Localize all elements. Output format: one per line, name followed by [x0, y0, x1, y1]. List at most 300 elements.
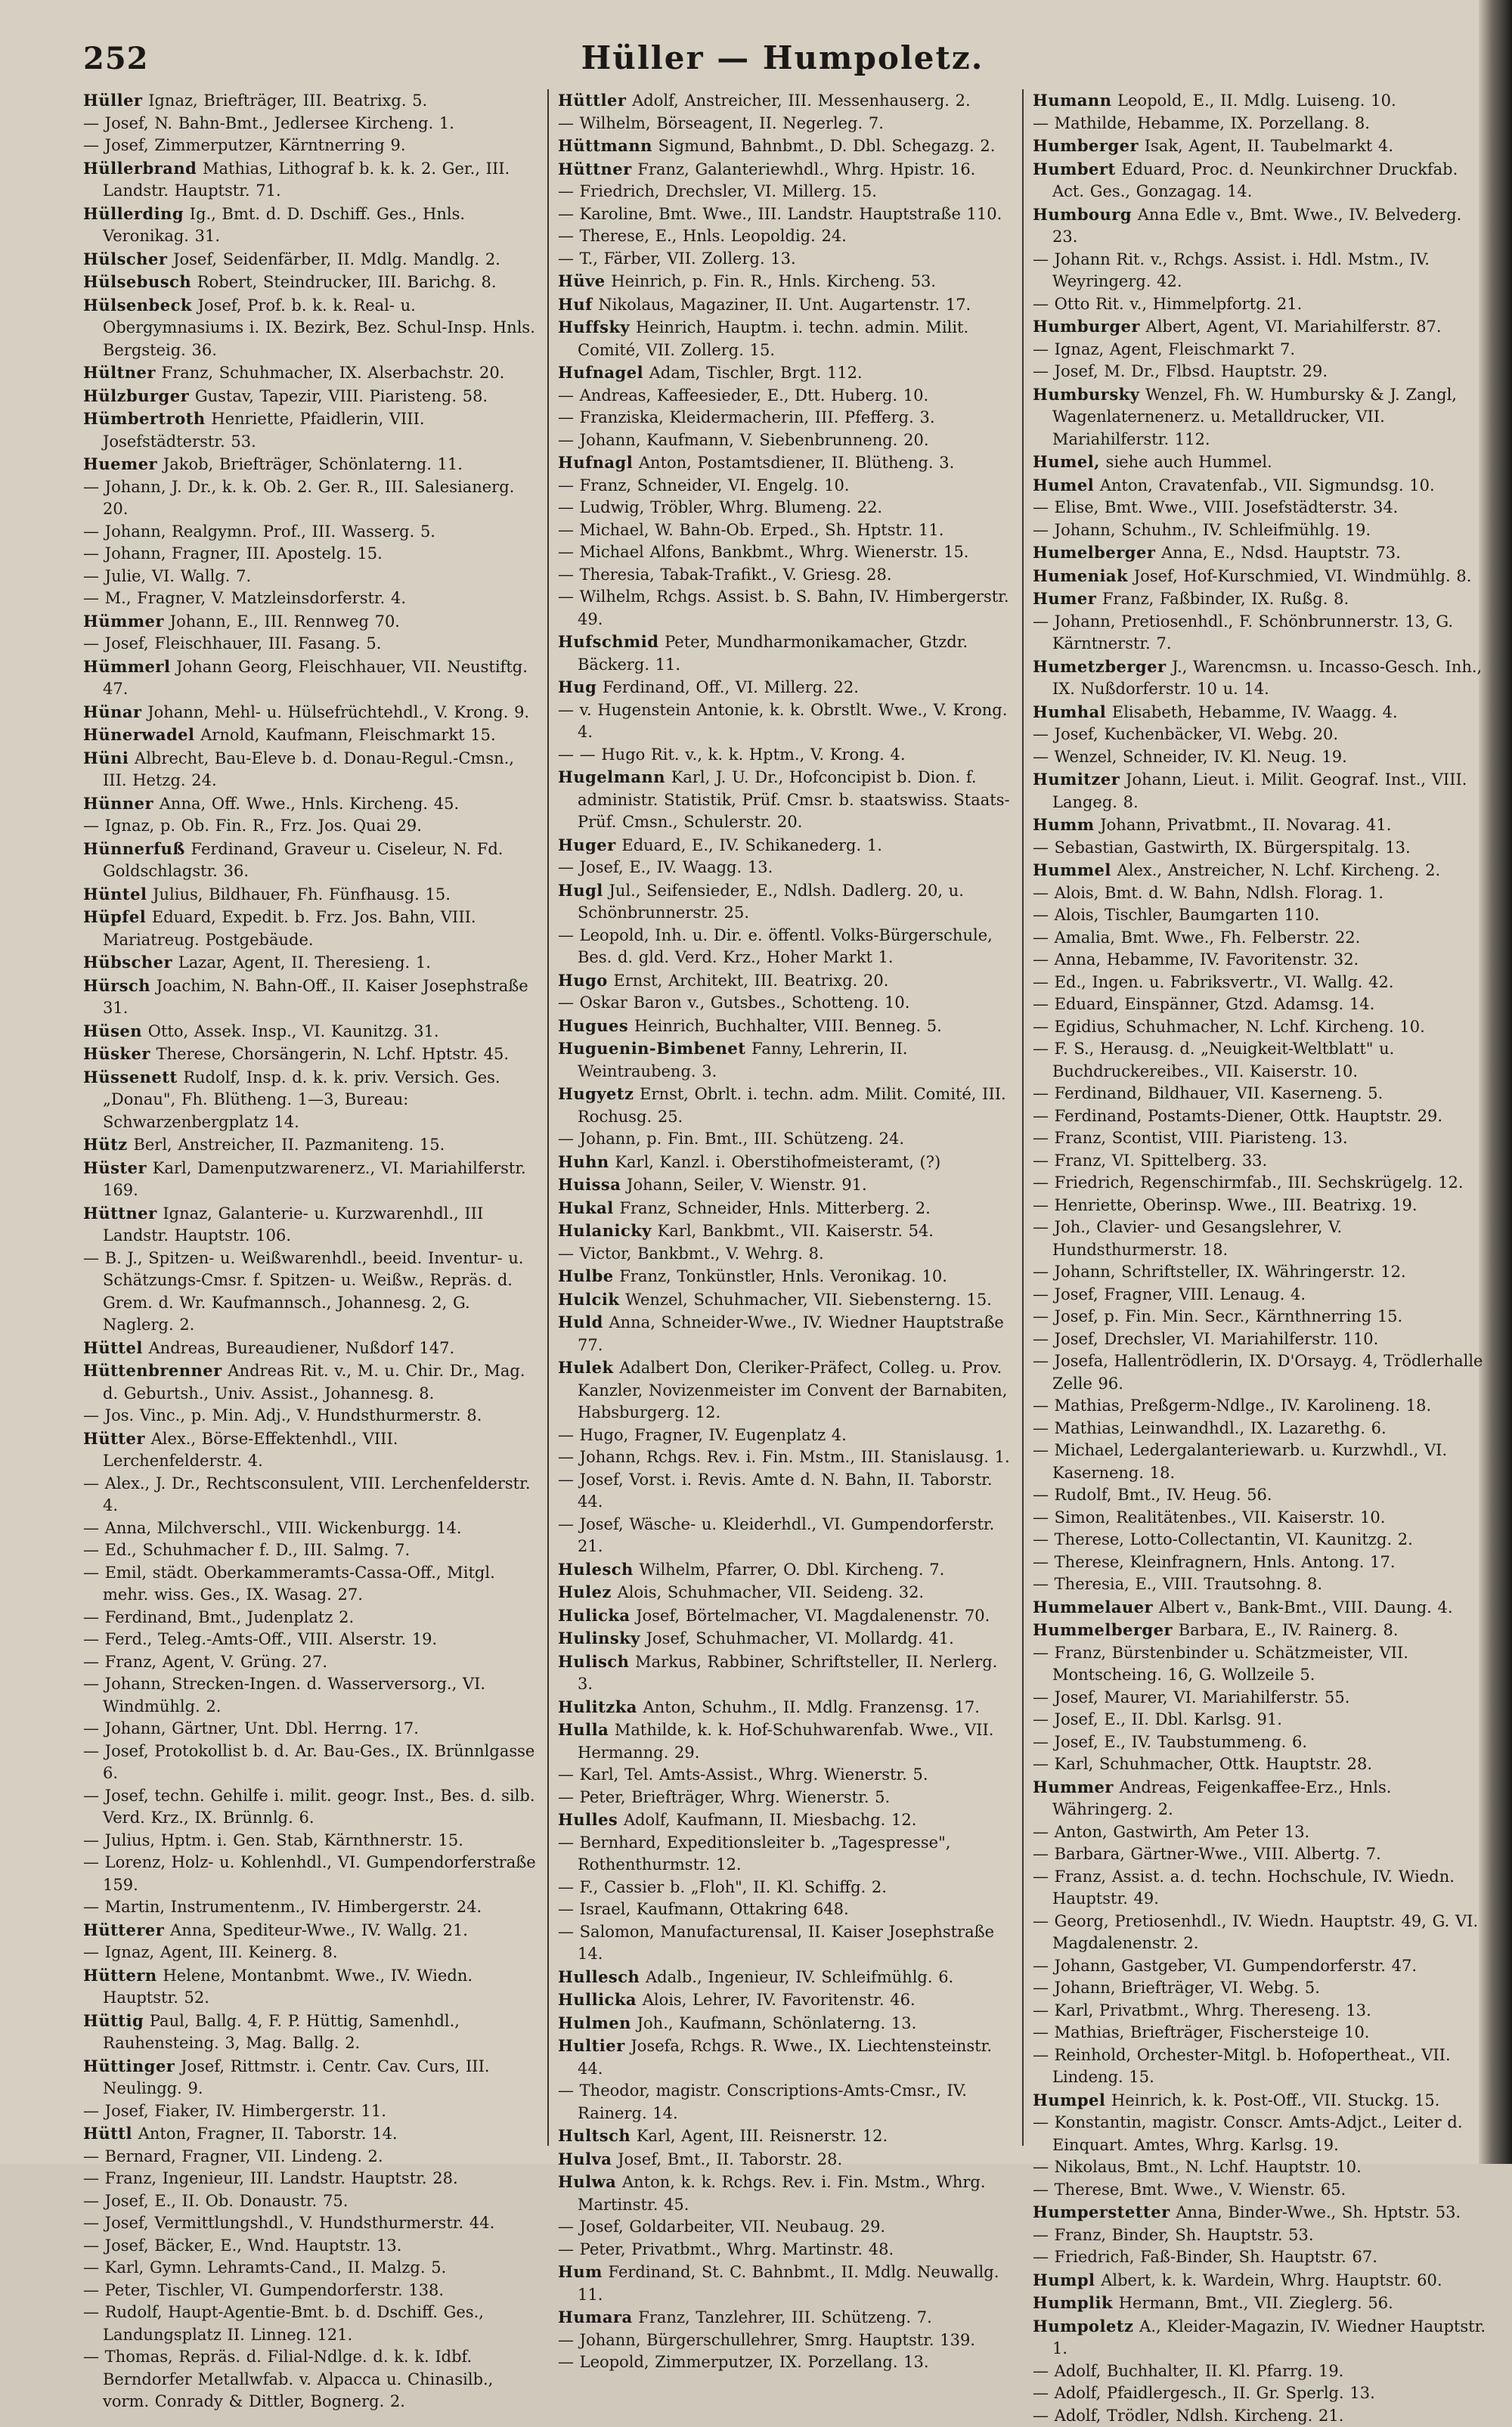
directory-entry — [83, 1607, 537, 1629]
entry-details: Andreas Rit. v., M. u. Chir. Dr., Mag. d. Geburtsh., Univ. Assist., Johannesg. 8. — [103, 1362, 525, 1403]
entry-surname: Hummel — [1033, 860, 1111, 879]
entry-surname: Hugl — [558, 881, 603, 900]
directory-entry — [558, 1469, 1012, 1514]
entry-details: — Johann, Strecken-Ingen. d. Wasserversorg., VI. Windmühlg. 2. — [83, 1675, 485, 1716]
entry-details: — — Hugo Rit. v., k. k. Hptm., V. Krong. 4. — [558, 745, 906, 764]
directory-entry — [558, 225, 1012, 248]
directory-entry — [558, 451, 1012, 475]
directory-entry — [1033, 1172, 1486, 1195]
directory-entry — [1033, 451, 1486, 474]
entry-surname: Hütter — [83, 1429, 145, 1448]
entry-details: Jul., Seifensieder, E., Ndlsh. Dadlerg. 20, u. Schönbrunnerstr. 25. — [578, 882, 964, 922]
entry-surname: Hüllerding — [83, 204, 184, 223]
directory-entry — [558, 2306, 1012, 2329]
directory-entry — [1033, 113, 1486, 135]
entry-surname: Humer — [1033, 589, 1096, 608]
directory-entry — [558, 1424, 1012, 1447]
entry-surname: Hüllerbrand — [83, 159, 197, 178]
entry-details: — Franz, Ingenieur, III. Landstr. Hauptstr. 28. — [83, 2169, 458, 2187]
entry-surname: Humpoletz — [1033, 2317, 1133, 2336]
entry-surname: Humbourg — [1033, 205, 1132, 224]
directory-entry — [83, 1359, 537, 1405]
entry-details: — Josefa, Hallentrödlerin, IX. D'Orsayg. 4, Trödlerhalle Zelle 96. — [1033, 1352, 1483, 1393]
entry-details: siehe auch Hummel. — [1106, 453, 1272, 471]
directory-entry — [558, 1197, 1012, 1220]
entry-surname: Hugelmann — [558, 767, 665, 786]
directory-entry — [1033, 993, 1486, 1016]
entry-surname: Hülzburger — [83, 386, 189, 405]
directory-entry — [83, 1473, 537, 1517]
directory-entry — [83, 1157, 537, 1202]
directory-entry — [83, 883, 537, 907]
entry-details: — Anna, Milchverschl., VIII. Wickenburgg. 14. — [83, 1519, 462, 1537]
directory-entry — [83, 543, 537, 566]
directory-entry — [558, 407, 1012, 429]
directory-entry — [83, 587, 537, 610]
directory-entry — [558, 1356, 1012, 1424]
directory-entry — [1033, 746, 1486, 769]
directory-entry — [1033, 1284, 1486, 1306]
entry-surname: Humhal — [1033, 702, 1106, 721]
directory-entry — [1033, 158, 1486, 203]
directory-entry — [558, 1128, 1012, 1151]
directory-entry — [83, 294, 537, 362]
entry-details: — Josef, Wäsche- u. Kleiderhdl., VI. Gumpendorferstr. 21. — [558, 1515, 994, 1556]
directory-entry — [83, 724, 537, 747]
entry-details: Robert, Steindrucker, III. Barichg. 8. — [197, 273, 497, 291]
directory-entry — [558, 631, 1012, 676]
entry-details: — Joh., Clavier- und Gesangslehrer, V. Hundsthurmerstr. 18. — [1033, 1218, 1342, 1259]
entry-surname: Humberger — [1033, 136, 1139, 155]
entry-details: Josef, Hof-Kurschmied, VI. Windmühlg. 8. — [1134, 567, 1472, 585]
entry-details: — Mathias, Leinwandhdl., IX. Lazarethg. 6. — [1033, 1419, 1387, 1437]
entry-details: — Andreas, Kaffeesieder, E., Dtt. Huberg. 10. — [558, 386, 928, 404]
entry-details: Johann, Lieut. i. Milit. Geograf. Inst., VIII. Langeg. 8. — [1052, 770, 1467, 811]
entry-surname: Huemer — [83, 454, 157, 473]
entry-details: — Mathias, Briefträger, Fischersteige 10. — [1033, 2023, 1369, 2041]
entry-surname: Hüve — [558, 271, 606, 290]
directory-entry — [1033, 949, 1486, 972]
directory-entry — [1033, 1150, 1486, 1173]
entry-details: — Anna, Hebamme, IV. Favoritenstr. 32. — [1033, 950, 1359, 969]
directory-entry — [83, 476, 537, 521]
directory-entry — [558, 1558, 1012, 1582]
entry-details: Anton, Fragner, II. Taborstr. 14. — [138, 2125, 398, 2143]
entry-details: Karl, Damenputzwarenerz., VI. Mariahilferstr. 169. — [103, 1159, 526, 1200]
entry-surname: Hüttern — [83, 1966, 157, 1985]
entry-details: — Theresia, E., VIII. Trautsohng. 8. — [1033, 1575, 1322, 1593]
entry-details: Albert, Agent, VI. Mariahilferstr. 87. — [1146, 318, 1442, 336]
entry-details: Karl, Agent, III. Reisnerstr. 12. — [637, 2127, 888, 2145]
directory-entry — [1033, 89, 1486, 113]
directory-entry — [1033, 2360, 1486, 2383]
directory-entry — [83, 203, 537, 248]
entry-details: — Franz, Binder, Sh. Hauptstr. 53. — [1033, 2226, 1314, 2244]
directory-entry — [83, 1964, 537, 2010]
entry-details: Henriette, Pfaidlerin, VIII. Josefstädterstr. 53. — [103, 410, 425, 451]
entry-details: Anna, E., Ndsd. Hauptstr. 73. — [1161, 544, 1401, 562]
running-title: Hüller — Humpoletz. — [76, 39, 1489, 76]
directory-entry — [558, 2125, 1012, 2148]
directory-entry — [1033, 2201, 1486, 2224]
directory-entry — [558, 2035, 1012, 2080]
entry-surname: Hütterer — [83, 1920, 164, 1939]
directory-entry — [1033, 1977, 1486, 2000]
directory-entry — [558, 135, 1012, 158]
entry-details: — Wilhelm, Börseagent, II. Negerleg. 7. — [558, 114, 884, 132]
directory-entry — [1033, 1395, 1486, 1418]
entry-surname: Hultsch — [558, 2126, 631, 2145]
entry-details: Ignaz, Galanterie- u. Kurzwarenhdl., III Landstr. Hauptstr. 106. — [103, 1204, 483, 1245]
entry-details: Barbara, E., IV. Rainerg. 8. — [1179, 1621, 1399, 1639]
directory-entry — [83, 1896, 537, 1919]
entry-details: — Franz, Assist. a. d. techn. Hochschule, IV. Wiedn. Hauptstr. 49. — [1033, 1868, 1455, 1908]
directory-entry — [1033, 383, 1486, 451]
entry-details: — Lorenz, Holz- u. Kohlenhdl., VI. Gumpendorferstraße 159. — [83, 1853, 536, 1894]
entry-details: — Reinhold, Orchester-Mitgl. b. Hofopertheat., VII. Lindeng. 15. — [1033, 2046, 1451, 2087]
entry-details: Johann, Privatbmt., II. Novarag. 41. — [1100, 816, 1391, 834]
entry-details: — Alex., J. Dr., Rechtsconsulent, VIII. Lerchenfelderstr. 4. — [83, 1474, 531, 1515]
column-divider — [1022, 89, 1024, 2146]
directory-entry — [83, 1740, 537, 1785]
entry-details: — Johann, Pretiosenhdl., F. Schönbrunnerstr. 13, G. Kärntnerstr. 7. — [1033, 612, 1453, 653]
directory-entry — [558, 1651, 1012, 1696]
directory-entry — [1033, 611, 1486, 656]
entry-details: Johann Georg, Fleischhauer, VII. Neustiftg. 47. — [103, 658, 528, 699]
directory-entry — [558, 89, 1012, 113]
entry-details: — Josef, Vorst. i. Revis. Amte d. N. Bahn, II. Taborstr. 44. — [558, 1471, 993, 1511]
entry-surname: Huf — [558, 295, 593, 314]
directory-entry — [83, 1673, 537, 1718]
entry-details: — Ignaz, p. Ob. Fin. R., Frz. Jos. Quai 29. — [83, 817, 422, 835]
entry-surname: Hümmer — [83, 612, 164, 631]
entry-details: — Franz, Schneider, VI. Engelg. 10. — [558, 476, 849, 494]
directory-entry — [83, 2280, 537, 2302]
entry-surname: Hummer — [1033, 1778, 1114, 1796]
entry-details: Heinrich, Hauptm. i. techn. admin. Milit. Comité, VII. Zollerg. 15. — [578, 318, 968, 359]
directory-entry — [558, 1151, 1012, 1174]
directory-entry — [1033, 656, 1486, 701]
entry-details: — Theodor, magistr. Conscriptions-Amts-Cmsr., IV. Rainerg. 14. — [558, 2081, 967, 2122]
directory-entry — [83, 2346, 537, 2413]
directory-entry — [1033, 1642, 1486, 1687]
entry-details: — Julius, Hptm. i. Gen. Stab, Kärnthnerstr. 15. — [83, 1831, 463, 1849]
entry-details: — M., Fragner, V. Matzleinsdorferstr. 4. — [83, 589, 406, 607]
entry-details: — Wilhelm, Rchgs. Assist. b. S. Bahn, IV. Himbergerstr. 49. — [558, 587, 1009, 628]
entry-surname: Hulek — [558, 1358, 614, 1377]
entry-details: Anna, Spediteur-Wwe., IV. Wallg. 21. — [170, 1921, 468, 1939]
entry-details: — Bernhard, Expeditionsleiter b. „Tagespresse", Rothenthurmstr. 12. — [558, 1833, 950, 1874]
entry-details: Karl, Bankbmt., VII. Kaiserstr. 54. — [658, 1222, 934, 1240]
entry-details: — Ferdinand, Bmt., Judenplatz 2. — [83, 1608, 354, 1626]
entry-details: Wenzel, Schuhmacher, VII. Siebensterng. 15. — [625, 1291, 992, 1309]
directory-entry — [83, 521, 537, 544]
entry-details: — Alois, Tischler, Baumgarten 110. — [1033, 906, 1319, 924]
directory-entry — [83, 1830, 537, 1852]
entry-details: Wilhelm, Pfarrer, O. Dbl. Kircheng. 7. — [640, 1561, 945, 1579]
directory-entry — [558, 1083, 1012, 1128]
directory-entry — [83, 610, 537, 634]
directory-entry — [1033, 972, 1486, 994]
entry-details: — Therese, Kleinfragnern, Hnls. Antong. 17. — [1033, 1553, 1396, 1571]
entry-details: — Karoline, Bmt. Wwe., III. Landstr. Hauptstraße 110. — [558, 205, 1002, 223]
directory-entry — [1033, 203, 1486, 249]
entry-surname: Hünerwadel — [83, 725, 195, 744]
directory-entry — [1033, 1821, 1486, 1844]
entry-details: — Julie, VI. Wallg. 7. — [83, 567, 251, 585]
directory-entry — [1033, 361, 1486, 383]
directory-entry — [558, 475, 1012, 497]
directory-entry — [1033, 1038, 1486, 1083]
entry-details: — Johann, Kaufmann, V. Siebenbrunneng. 20. — [558, 431, 929, 449]
entry-details: — Johann, Fragner, III. Apostelg. 15. — [83, 544, 383, 563]
entry-details: Josefa, Rchgs. R. Wwe., IX. Liechtensteinstr. 44. — [578, 2037, 992, 2078]
directory-entry — [83, 2146, 537, 2168]
entry-details: — Adolf, Buchhalter, II. Kl. Pfarrg. 19. — [1033, 2362, 1343, 2380]
column-3 — [1033, 89, 1486, 2146]
directory-entry — [558, 2351, 1012, 2374]
directory-entry — [1033, 2179, 1486, 2202]
entry-details: — Karl, Privatbmt., Whrg. Thereseng. 13. — [1033, 2001, 1371, 2019]
directory-entry — [83, 975, 537, 1020]
entry-surname: Hüttler — [558, 91, 626, 110]
entry-details: — Israel, Kaufmann, Ottakring 648. — [558, 1900, 849, 1918]
column-divider — [547, 89, 549, 2146]
entry-surname: Hünnerfuß — [83, 839, 185, 858]
page-header — [76, 35, 1489, 88]
directory-entry — [558, 2148, 1012, 2171]
directory-entry — [1033, 339, 1486, 361]
directory-entry — [1033, 1195, 1486, 1217]
entry-details: Karl, Kanzl. i. Oberstihofmeisteramt, (?) — [615, 1153, 940, 1171]
entry-surname: Hülsenbeck — [83, 296, 192, 315]
entry-details: — Josef, Fleischhauer, III. Fasang. 5. — [83, 634, 381, 652]
directory-entry — [558, 2012, 1012, 2035]
directory-entry — [83, 656, 537, 701]
directory-entry — [1033, 1217, 1486, 1261]
entry-surname: Huguenin-Bimbenet — [558, 1039, 745, 1058]
entry-details: — Franz, VI. Spittelberg. 33. — [1033, 1152, 1267, 1170]
page-number: 252 — [83, 41, 149, 76]
entry-details: Eduard, Expedit. b. Frz. Jos. Bahn, VIII. Mariatreug. Postgebäude. — [103, 908, 476, 949]
entry-details: — Friedrich, Regenschirmfab., III. Sechskrügelg. 12. — [1033, 1173, 1464, 1192]
entry-surname: Hug — [558, 677, 596, 696]
entry-details: Alois, Lehrer, IV. Favoritenstr. 46. — [643, 1991, 916, 2009]
entry-details: Josef, Börtelmacher, VI. Magdalenenstr. 70. — [636, 1607, 990, 1625]
entry-surname: Hürsch — [83, 976, 150, 995]
entry-details: Isak, Agent, II. Taubelmarkt 4. — [1145, 137, 1393, 155]
directory-entry — [558, 541, 1012, 564]
directory-entry — [558, 744, 1012, 767]
entry-details: — Josef, Kuchenbäcker, VI. Webg. 20. — [1033, 725, 1338, 743]
directory-entry — [1033, 135, 1486, 158]
directory-entry — [83, 701, 537, 724]
entry-details: Josef, Seidenfärber, II. Mdlg. Mandlg. 2. — [173, 250, 500, 268]
entry-surname: Hülscher — [83, 250, 167, 268]
entry-details: — Johann Rit. v., Rchgs. Assist. i. Hdl. Mstm., IV. Weyringerg. 42. — [1033, 250, 1430, 291]
directory-entry — [1033, 474, 1486, 497]
directory-entry — [1033, 1709, 1486, 1731]
entry-details: J., Warencmsn. u. Incasso-Gesch. Inh., IX. Nußdorferstr. 10 u. 14. — [1052, 658, 1482, 699]
directory-entry — [1033, 1866, 1486, 1911]
entry-surname: Hulez — [558, 1582, 612, 1601]
entry-details: — Johann, J. Dr., k. k. Ob. 2. Ger. R., III. Salesianerg. 20. — [83, 478, 514, 519]
entry-details: Franz, Schuhmacher, IX. Alserbachstr. 20. — [162, 364, 505, 382]
entry-surname: Humel — [1033, 476, 1094, 494]
entry-surname: Hümbertroth — [83, 409, 206, 428]
entry-surname: Huffsky — [558, 318, 630, 336]
entry-surname: Hültner — [83, 363, 156, 382]
directory-entry — [558, 270, 1012, 293]
entry-details: — Michael Alfons, Bankbmt., Whrg. Wienerstr. 15. — [558, 543, 968, 561]
directory-entry — [83, 2055, 537, 2100]
directory-entry — [83, 2010, 537, 2055]
entry-surname: Humann — [1033, 91, 1111, 110]
directory-entry — [558, 248, 1012, 271]
directory-entry — [558, 2261, 1012, 2306]
entry-details: Franz, Tanzlehrer, III. Schützeng. 7. — [638, 2308, 932, 2326]
directory-entry — [83, 1405, 537, 1427]
directory-entry — [1033, 2382, 1486, 2405]
directory-entry — [83, 566, 537, 588]
entry-details: — Josef, E., II. Dbl. Karlsg. 91. — [1033, 1710, 1282, 1728]
entry-details: Eduard, E., IV. Schikanederg. 1. — [621, 836, 881, 854]
entry-surname: Humitzer — [1033, 770, 1120, 789]
entry-details: — Josef, Protokollist b. d. Ar. Bau-Ges., IX. Brünnlgasse 6. — [83, 1742, 534, 1783]
directory-entry — [1033, 1507, 1486, 1530]
entry-surname: Hummelberger — [1033, 1620, 1173, 1639]
entry-surname: Hülsebusch — [83, 272, 191, 291]
entry-details: Heinrich, k. k. Post-Off., VII. Stuckg. 15. — [1111, 2091, 1439, 2109]
directory-entry — [558, 2239, 1012, 2261]
entry-surname: Hünner — [83, 794, 153, 813]
entry-surname: Hullicka — [558, 1990, 637, 2009]
directory-entry — [1033, 2405, 1486, 2427]
entry-details: Adam, Tischler, Brgt. 112. — [649, 364, 863, 382]
entry-details: — Leopold, Inh. u. Dir. e. öffentl. Volks-Bürgerschule, Bes. d. gld. Verd. Krz., Hoher Markt 1. — [558, 926, 993, 967]
directory-entry — [1033, 904, 1486, 927]
directory-entry — [558, 1243, 1012, 1266]
entry-details: Albrecht, Bau-Eleve b. d. Donau-Regul.-Cmsn., III. Hetzg. 24. — [103, 749, 514, 790]
entry-details: — Thomas, Repräs. d. Filial-Ndlge. d. k. k. Idbf. Berndorfer Metallwfab. v. Alpacca u. Chinasilb., vorm. Conrady & Dittler, Bognerg. 2. — [83, 2348, 493, 2410]
directory-entry — [1033, 2246, 1486, 2269]
directory-entry — [1033, 768, 1486, 814]
directory-entry — [83, 361, 537, 385]
entry-details: — Peter, Privatbmt., Whrg. Martinstr. 48. — [558, 2240, 894, 2258]
directory-entry — [83, 1020, 537, 1043]
directory-entry — [1033, 497, 1486, 519]
directory-entry — [83, 157, 537, 203]
entry-details: Karl, J. U. Dr., Hofconcipist b. Dion. f. administr. Statistik, Prüf. Cmsr. b. staatswiss. Staats-Prüf. Cmsn., Schulerstr. 20. — [578, 768, 1010, 831]
directory-entry — [83, 2301, 537, 2346]
entry-details: — Eduard, Einspänner, Gtzd. Adamsg. 14. — [1033, 995, 1374, 1013]
entry-details: Adolf, Anstreicher, III. Messenhauserg. 2. — [632, 91, 971, 110]
entry-details: — Martin, Instrumentenm., IV. Himbergerstr. 24. — [83, 1898, 482, 1916]
entry-details: — Josef, Zimmerputzer, Kärntnerring 9. — [83, 136, 406, 154]
directory-entry — [558, 2080, 1012, 2125]
directory-entry — [83, 2122, 537, 2146]
entry-details: — T., Färber, VII. Zollerg. 13. — [558, 250, 796, 268]
directory-entry — [1033, 1350, 1486, 1395]
entry-details: — Oskar Baron v., Gutsbes., Schotteng. 10. — [558, 993, 909, 1012]
directory-entry — [1033, 814, 1486, 837]
entry-details: — Johann, Schuhm., IV. Schleifmühlg. 19. — [1033, 521, 1371, 539]
directory-entry — [558, 699, 1012, 744]
entry-surname: Hüssenett — [83, 1068, 178, 1086]
directory-entry — [558, 1627, 1012, 1651]
entry-details: — Josef, Goldarbeiter, VII. Neubaug. 29. — [558, 2218, 885, 2236]
entry-details: Hermann, Bmt., VII. Zieglerg. 56. — [1119, 2294, 1393, 2312]
entry-surname: Huld — [558, 1313, 603, 1331]
entry-details: Anna, Binder-Wwe., Sh. Hptstr. 53. — [1176, 2203, 1461, 2221]
entry-details: — Rudolf, Bmt., IV. Heug. 56. — [1033, 1486, 1272, 1504]
entry-details: — Henriette, Oberinsp. Wwe., III. Beatrixg. 19. — [1033, 1196, 1418, 1214]
directory-entry — [558, 1311, 1012, 1356]
entry-details: Anton, Cravatenfab., VII. Sigmundsg. 10. — [1100, 476, 1435, 494]
entry-details: — Alois, Bmt. d. W. Bahn, Ndlsh. Florag. 1. — [1033, 884, 1383, 902]
directory-entry — [1033, 1261, 1486, 1284]
entry-details: — Theresia, Tabak-Trafikt., V. Griesg. 28. — [558, 566, 892, 584]
entry-details: Anton, k. k. Rchgs. Rev. i. Fin. Mstm., Whrg. Martinstr. 45. — [578, 2173, 986, 2214]
directory-entry — [1033, 1955, 1486, 1978]
directory-entry — [558, 181, 1012, 203]
directory-entry — [558, 1604, 1012, 1628]
entry-details: — Mathias, Preßgerm-Ndlge., IV. Karolineng. 18. — [1033, 1396, 1431, 1415]
directory-entry — [83, 1629, 537, 1651]
directory-entry — [558, 969, 1012, 993]
entry-details: — Georg, Pretiosenhdl., IV. Wiedn. Hauptstr. 49, G. VI. Magdalenenstr. 2. — [1033, 1912, 1478, 1953]
directory-entry — [558, 1787, 1012, 1809]
entry-details: Johann, Seiler, V. Wienstr. 91. — [627, 1176, 867, 1194]
entry-details: — Bernard, Fragner, VII. Lindeng. 2. — [83, 2147, 383, 2165]
entry-details: Adolf, Kaufmann, II. Miesbachg. 12. — [624, 1811, 917, 1829]
entry-details: — Johann, Briefträger, VI. Webg. 5. — [1033, 1979, 1320, 1997]
entry-surname: Humperstetter — [1033, 2202, 1170, 2221]
entry-details: Ferdinand, Graveur u. Ciseleur, N. Fd. Goldschlagstr. 36. — [103, 840, 503, 881]
directory-entry — [558, 1921, 1012, 1966]
directory-entry — [83, 89, 537, 113]
entry-details: Sigmund, Bahnbmt., D. Dbl. Schegazg. 2. — [658, 137, 996, 155]
entry-surname: Humetzberger — [1033, 657, 1167, 676]
entry-details: — Emil, städt. Oberkammeramts-Cassa-Off., Mitgl. mehr. wiss. Ges., IX. Wasag. 27. — [83, 1564, 495, 1604]
entry-details: Johann, E., III. Rennweg 70. — [170, 612, 400, 631]
entry-details: — Michael, W. Bahn-Ob. Erped., Sh. Hptstr. 11. — [558, 521, 943, 539]
entry-details: Joachim, N. Bahn-Off., II. Kaiser Josephstraße 31. — [103, 977, 528, 1018]
entry-details: Anna, Schneider-Wwe., IV. Wiedner Hauptstraße 77. — [578, 1313, 1004, 1354]
directory-entry — [558, 1514, 1012, 1558]
entry-details: Anna, Off. Wwe., Hnls. Kircheng. 45. — [160, 795, 459, 813]
entry-details: — Simon, Realitätenbes., VII. Kaiserstr. 10. — [1033, 1508, 1385, 1527]
entry-details: Albert, k. k. Wardein, Whrg. Hauptstr. 60. — [1101, 2271, 1442, 2289]
entry-details: — Ed., Schuhmacher f. D., III. Salmg. 7. — [83, 1541, 410, 1559]
entry-surname: Hümmerl — [83, 657, 170, 676]
directory-entry — [558, 1988, 1012, 2012]
directory-entry — [83, 271, 537, 294]
entry-surname: Humbert — [1033, 160, 1116, 178]
directory-entry — [83, 1427, 537, 1473]
directory-entry — [83, 1651, 537, 1674]
entry-details: Peter, Mundharmonikamacher, Gtzdr. Bäckerg. 11. — [578, 633, 968, 674]
entry-details: Josef, Rittmstr. i. Centr. Cav. Curs, III. Neulingg. 9. — [103, 2057, 490, 2098]
entry-surname: Hufschmid — [558, 632, 658, 651]
directory-entry — [558, 1966, 1012, 1989]
entry-surname: Humbursky — [1033, 385, 1139, 404]
entry-surname: Humel, — [1033, 452, 1100, 471]
directory-entry — [1033, 293, 1486, 316]
directory-entry — [83, 1919, 537, 1942]
directory-entry — [1033, 1127, 1486, 1150]
entry-surname: Huger — [558, 835, 616, 854]
